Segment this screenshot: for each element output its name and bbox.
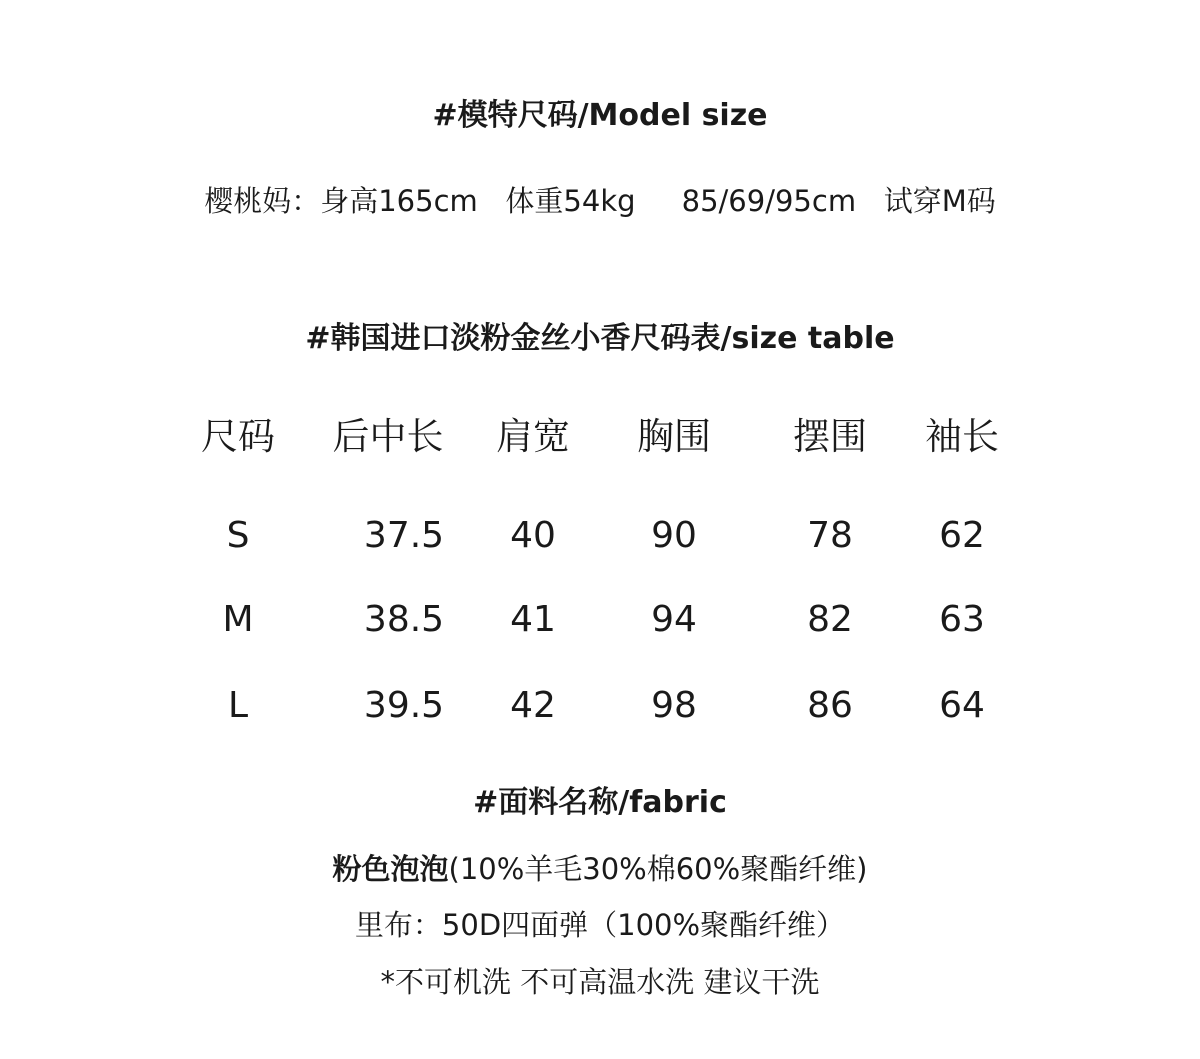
table-cell: 78 <box>807 515 853 556</box>
table-cell: 40 <box>510 515 556 556</box>
model-size-line: 樱桃妈：身高165cm 体重54kg 85/69/95cm 试穿M码 <box>204 184 996 218</box>
fabric-name: 粉色泡泡 <box>332 852 449 886</box>
table-cell: L <box>227 685 249 726</box>
header-shoulder: 肩宽 <box>496 415 570 458</box>
header-back-length: 后中长 <box>332 415 444 458</box>
table-cell: 86 <box>807 685 853 726</box>
header-bust: 胸围 <box>637 415 711 458</box>
fabric-percentages: (10%羊毛30%棉60%聚酯纤维) <box>448 852 868 886</box>
header-hem: 摆围 <box>793 415 867 458</box>
table-cell: 37.5 <box>363 515 445 556</box>
table-cell: 94 <box>651 599 697 640</box>
table-cell: 41 <box>510 599 556 640</box>
fabric-composition <box>0 849 1200 889</box>
header-size: 尺码 <box>201 415 275 458</box>
care-instructions: *不可机洗 不可高温水洗 建议干洗 <box>380 965 820 999</box>
size-table-heading: #韩国进口淡粉金丝小香尺码表/size table <box>305 321 895 356</box>
table-cell: 90 <box>651 515 697 556</box>
model-size-heading: #模特尺码/Model size <box>432 98 768 133</box>
table-cell: M <box>222 599 254 640</box>
fabric-heading: #面料名称/fabric <box>473 785 727 820</box>
table-cell: 39.5 <box>363 685 445 726</box>
table-cell: 82 <box>807 599 853 640</box>
table-cell: 64 <box>939 685 985 726</box>
table-cell: 98 <box>651 685 697 726</box>
header-sleeve: 袖长 <box>925 415 999 458</box>
table-cell: 38.5 <box>363 599 445 640</box>
table-cell: 42 <box>510 685 556 726</box>
table-cell: 62 <box>939 515 985 556</box>
table-cell: 63 <box>939 599 985 640</box>
table-cell: S <box>226 515 250 556</box>
fabric-lining: 里布：50D四面弹（100%聚酯纤维） <box>354 908 846 942</box>
